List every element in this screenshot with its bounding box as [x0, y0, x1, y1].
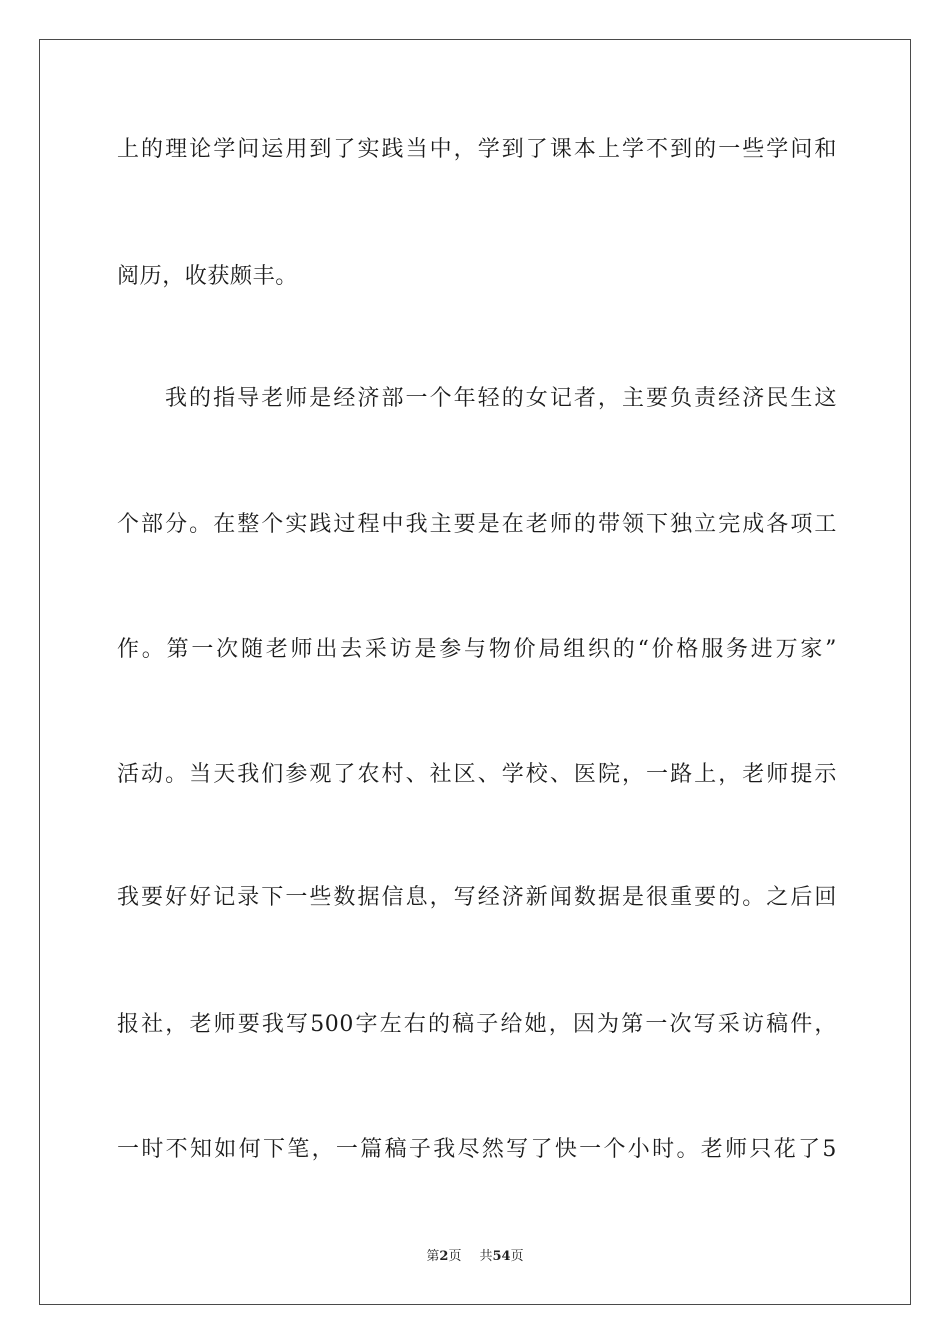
total-pages: 54: [492, 1249, 511, 1264]
total-suffix: 页: [510, 1249, 524, 1264]
body-text-line: 上的理论学问运用到了实践当中，学到了课本上学不到的一些学问和: [117, 137, 837, 162]
paragraph-first-line: 我的指导老师是经济部一个年轻的女记者，主要负责经济民生这: [165, 386, 837, 411]
body-text-line: 作。第一次随老师出去采访是参与物价局组织的“价格服务进万家”: [117, 637, 837, 662]
page-suffix: 页: [448, 1249, 462, 1264]
page-border: [39, 39, 911, 1305]
page-footer: [0, 1248, 950, 1266]
body-text-line: 个部分。在整个实践过程中我主要是在老师的带领下独立完成各项工: [117, 512, 837, 537]
body-text-line: 一时不知如何下笔，一篇稿子我尽然写了快一个小时。老师只花了5: [117, 1137, 837, 1162]
body-text-line: 活动。当天我们参观了农村、社区、学校、医院，一路上，老师提示: [117, 762, 837, 787]
body-text-line: 报社，老师要我写500字左右的稿子给她，因为第一次写采访稿件，: [117, 1012, 837, 1037]
body-text-line: 阅历，收获颇丰。: [117, 264, 298, 289]
body-text-line: 我要好好记录下一些数据信息，写经济新闻数据是很重要的。之后回: [117, 885, 837, 910]
page-number: 2: [439, 1249, 449, 1264]
page-prefix: 第: [426, 1249, 440, 1264]
total-prefix: 共: [479, 1249, 493, 1264]
